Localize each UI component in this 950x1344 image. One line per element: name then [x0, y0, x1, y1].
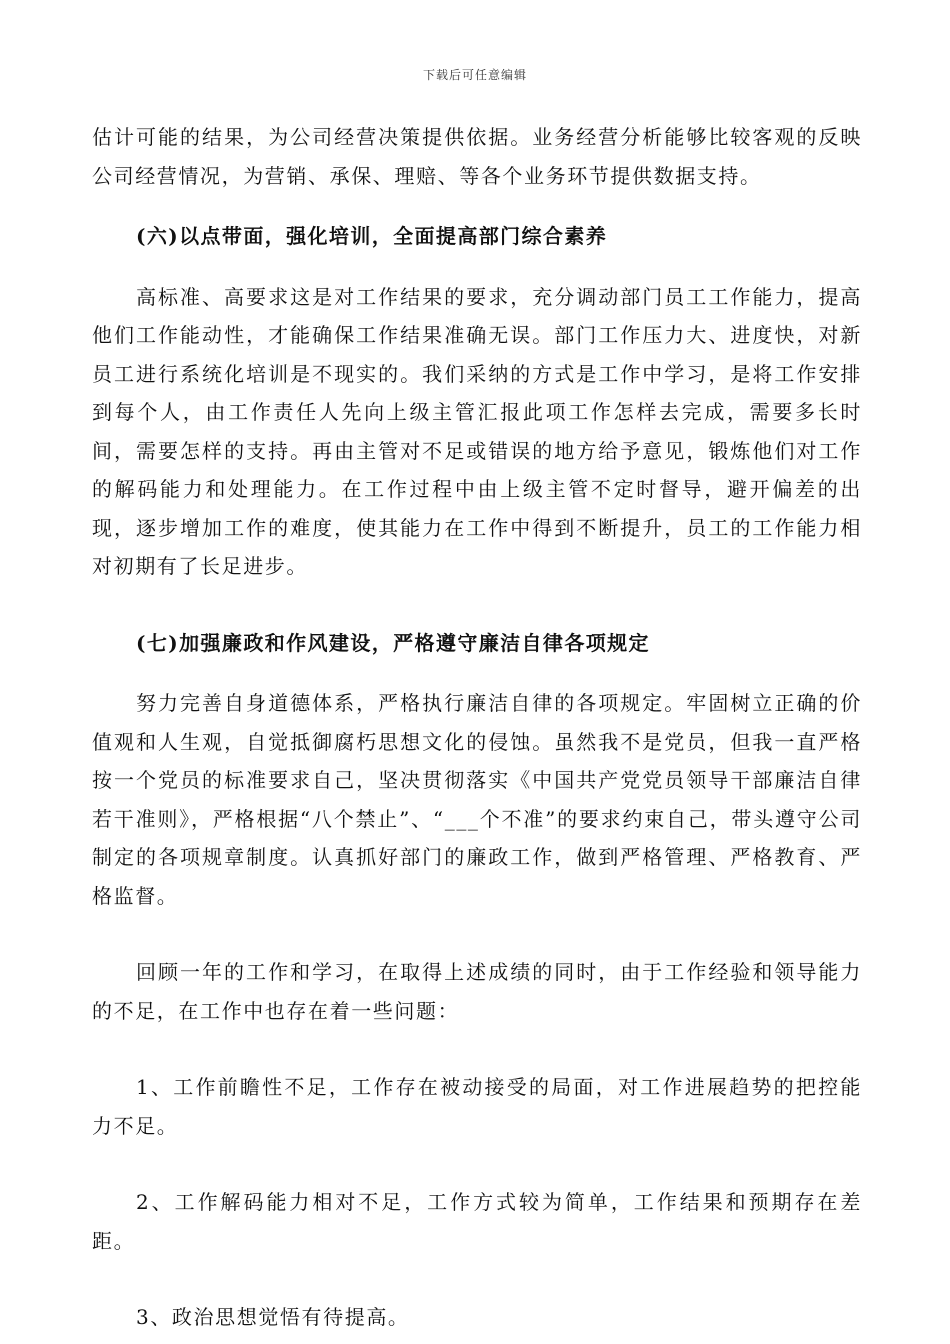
paragraph-review: 回顾一年的工作和学习，在取得上述成绩的同时，由于工作经验和领导能力的不足，在工作中也存在着一些问题：: [92, 960, 862, 1023]
list-item-1: 1、工作前瞻性不足，工作存在被动接受的局面，对工作进展趋势的把控能力不足。: [92, 1075, 862, 1138]
section-heading-6: (六)以点带面，强化培训，全面提高部门综合素养: [136, 224, 608, 248]
page-header: 下载后可任意编辑: [422, 68, 527, 82]
section-heading-7: (七)加强廉政和作风建设，严格遵守廉洁自律各项规定: [136, 630, 650, 655]
list-item-2: 2、工作解码能力相对不足，工作方式较为简单，工作结果和预期存在差距。: [92, 1190, 862, 1253]
list-item-3: 3、政治思想觉悟有待提高。: [136, 1305, 410, 1329]
paragraph-training: 高标准、高要求这是对工作结果的要求，充分调动部门员工工作能力，提高他们工作能动性，才能确保工作结果准确无误。部门工作压力大、进度快，对新员工进行系统化培训是不现实的。我们采纳的方式是工作中学习，是将工作安排到每个人，由工作责任人先向上级主管汇报此项工作怎样去完成，需要多长时间，需要怎样的支持。再由主管对不足或错误的地方给予意见，锻炼他们对工作的解码能力和处理能力。在工作过程中由上级主管不定时督导，避开偏差的出现，逐步增加工作的难度，使其能力在工作中得到不断提升，员工的工作能力相对初期有了长足进步。: [92, 284, 862, 578]
paragraph-integrity: 努力完善自身道德体系，严格执行廉洁自律的各项规定。牢固树立正确的价值观和人生观，自觉抵御腐朽思想文化的侵蚀。虽然我不是党员，但我一直严格按一个党员的标准要求自己，坚决贯彻落实《中国共产党党员领导干部廉洁自律若干准则》，严格根据“八个禁止”、“___个不准”的要求约束自己，带头遵守公司制定的各项规章制度。认真抓好部门的廉政工作，做到严格管理、严格教育、严格监督。: [92, 691, 862, 908]
paragraph-analysis: 估计可能的结果，为公司经营决策提供依据。业务经营分析能够比较客观的反映公司经营情况，为营销、承保、理赔、等各个业务环节提供数据支持。: [92, 125, 862, 188]
document-body: [92, 118, 862, 1337]
